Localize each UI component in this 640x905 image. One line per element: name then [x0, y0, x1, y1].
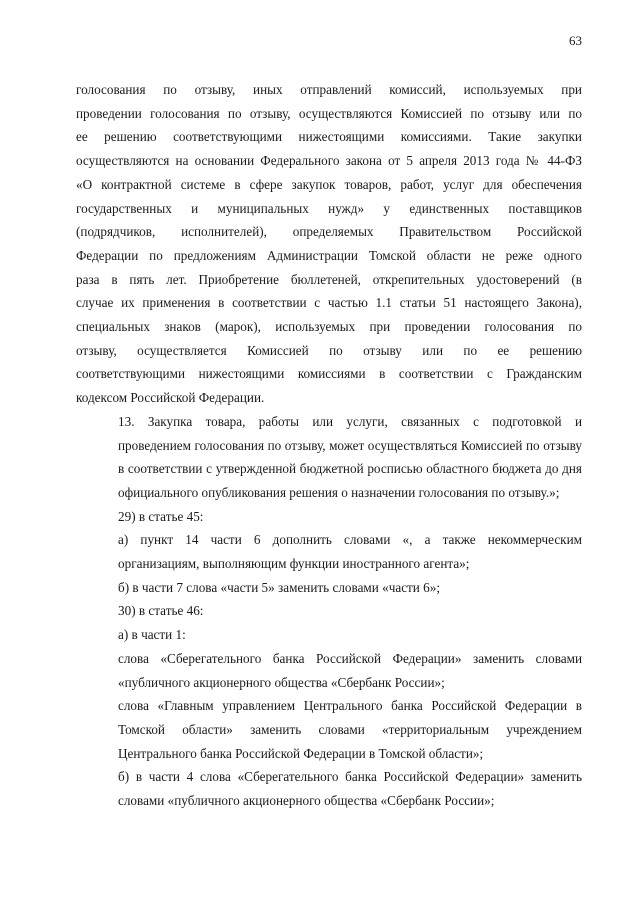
text-line: «О контрактной системе в сфере закупок товаров, работ, услуг для обеспечения — [76, 176, 582, 192]
paragraph — [76, 528, 582, 575]
text-line: раза в пять лет. Приобретение бюллетеней, открепительных удостоверений (в — [76, 271, 582, 287]
paragraph — [76, 765, 582, 812]
text-line: «публичного акционерного общества «Сбербанк России»; — [118, 674, 445, 690]
text-line: слова «Сберегательного банка Российской Федерации» заменить словами — [118, 650, 582, 666]
text-line: организациям, выполняющим функции иностранного агента»; — [118, 556, 470, 572]
text-line: словами «публичного акционерного общества «Сбербанк России»; — [118, 793, 495, 809]
text-line: специальных знаков (марок), используемых при проведении голосования по — [76, 319, 582, 335]
document-body — [76, 78, 582, 813]
text-line: 13. Закупка товара, работы или услуги, связанных с подготовкой и — [118, 413, 582, 429]
paragraph — [76, 694, 582, 765]
text-line: официального опубликования решения о назначении голосования по отзыву.»; — [118, 484, 560, 500]
paragraph — [76, 410, 582, 505]
text-line: государственных и муниципальных нужд» у единственных поставщиков — [76, 200, 582, 216]
text-line: проведении голосования по отзыву, осуществляются Комиссией по отзыву или по — [76, 105, 582, 121]
page-number: 63 — [569, 33, 582, 48]
text-line: кодексом Российской Федерации. — [76, 390, 265, 406]
text-line: (подрядчиков, исполнителей), определяемых Правительством Российской — [76, 224, 582, 240]
paragraph — [76, 599, 582, 623]
text-line: а) пункт 14 части 6 дополнить словами «, а также некоммерческим — [118, 532, 582, 548]
text-line: в соответствии с утвержденной бюджетной росписью областного бюджета до дня — [118, 461, 582, 477]
paragraph — [76, 623, 582, 647]
text-line: проведением голосования по отзыву, может осуществляться Комиссией по отзыву — [118, 437, 582, 453]
text-line: соответствующими нижестоящими комиссиями в соответствии с Гражданским — [76, 366, 582, 382]
text-line: слова «Главным управлением Центрального банка Российской Федерации в — [118, 698, 582, 714]
paragraph — [76, 647, 582, 694]
paragraph — [76, 78, 582, 410]
text-line: а) в части 1: — [118, 627, 186, 643]
paragraph — [76, 576, 582, 600]
text-line: 30) в статье 46: — [118, 603, 204, 619]
text-line: голосования по отзыву, иных отправлений комиссий, используемых при — [76, 82, 582, 97]
paragraph — [76, 505, 582, 529]
text-line: б) в части 4 слова «Сберегательного банка Российской Федерации» заменить — [118, 769, 582, 785]
text-line: случае их применения в соответствии с частью 1.1 статьи 51 настоящего Закона), — [76, 295, 582, 311]
text-line: ее решению соответствующими нижестоящими комиссиями. Такие закупки — [76, 129, 582, 145]
text-line: отзыву, осуществляется Комиссией по отзыву или по ее решению — [76, 342, 582, 358]
text-line: Федерации по предложениям Администрации Томской области не реже одного — [76, 247, 582, 263]
text-line: Центрального банка Российской Федерации в Томской области»; — [118, 745, 484, 761]
text-line: 29) в статье 45: — [118, 508, 204, 524]
text-line: осуществляются на основании Федерального закона от 5 апреля 2013 года № 44-ФЗ — [76, 153, 582, 169]
text-line: Томской области» заменить словами «территориальным учреждением — [118, 721, 582, 737]
text-line: б) в части 7 слова «части 5» заменить словами «части 6»; — [118, 579, 441, 595]
